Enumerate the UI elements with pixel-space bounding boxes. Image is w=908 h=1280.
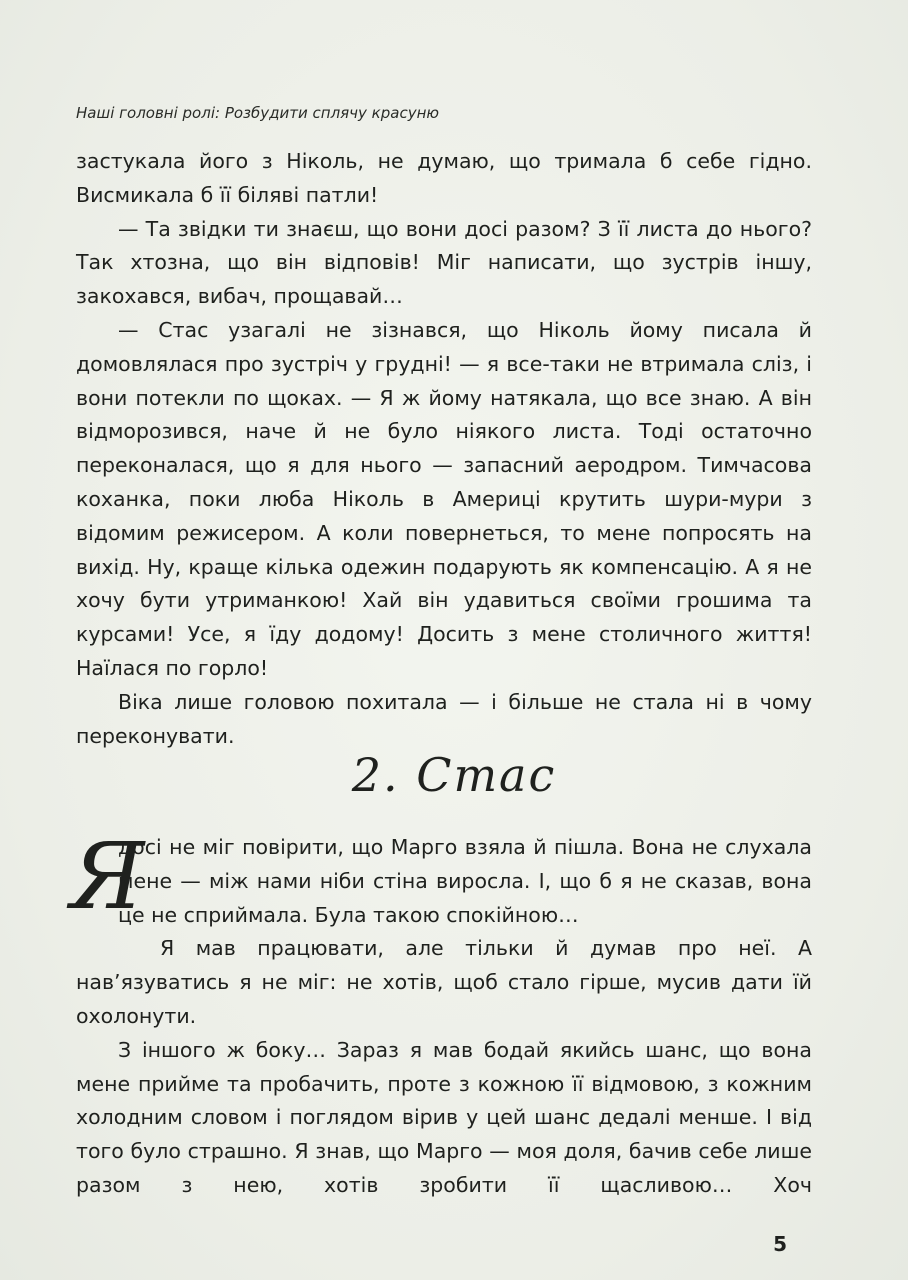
paragraph-continuation: застукала його з Ніколь, не думаю, що тримала б себе гідно. Висмикала б її біляві патли!: [76, 149, 812, 207]
page-number: 5: [773, 1232, 787, 1256]
paragraph: Віка лише головою похитала — і більше не стала ні в чому переконувати.: [76, 689, 812, 748]
top-text-block: [76, 145, 812, 753]
chapter-opening-paragraph: [70, 823, 812, 932]
chapter-title: 2. Стас: [351, 748, 557, 802]
paragraph: — Та звідки ти знаєш, що вони досі разом? З її листа до нього? Так хтозна, що він відповів! Міг написати, що зустрів іншу, закохався, вибач, прощавай…: [76, 216, 812, 309]
chapter-text-block: [70, 823, 812, 1203]
paragraph: — Стас узагалі не зізнався, що Ніколь йому писала й домовлялася про зустріч у грудні! — я все-таки не втримала сліз, і вони потекли по щоках. — Я ж йому натякала, що все знаю. А він відморозився, наче й не було ніякого листа. Тоді остаточно переконалася, що я для нього — запасний аеродром. Тимчасова коханка, поки люба Ніколь в Америці крутить шури-мури з відомим режисером. А коли повернеться, то мене попросять на вихід. Ну, краще кілька одежин подарують як компенсацію. А я не хочу бути утриманкою! Хай він удавиться своїми грошима та курсами! Усе, я їду додому! Досить з мене столичного життя! Наїлася по горло!: [76, 317, 812, 680]
drop-cap: Я: [70, 823, 145, 930]
paragraph: Я мав працювати, але тільки й думав про неї. А нав’язуватись я не міг: не хотів, щоб стало гірше, мусив дати їй охолонути.: [76, 936, 812, 1028]
paragraph: З іншого ж боку… Зараз я мав бодай якийсь шанс, що вона мене прийме та пробачить, проте з кожною її відмовою, з кожним холодним словом і поглядом вірив у цей шанс дедалі менше. І від того було страшно. Я знав, що Марго — моя доля, бачив себе лише разом з нею, хотів зробити її щасливою… Хоч: [76, 1037, 812, 1197]
chapter-opening-text: досі не міг повірити, що Марго взяла й пішла. Вона не слухала мене — між нами ніби стіна виросла. І, що б я не сказав, вона це не сприймала. Була такою спокійною…: [118, 835, 812, 927]
running-head: Наші головні ролі: Розбудити сплячу красуню: [76, 104, 440, 122]
